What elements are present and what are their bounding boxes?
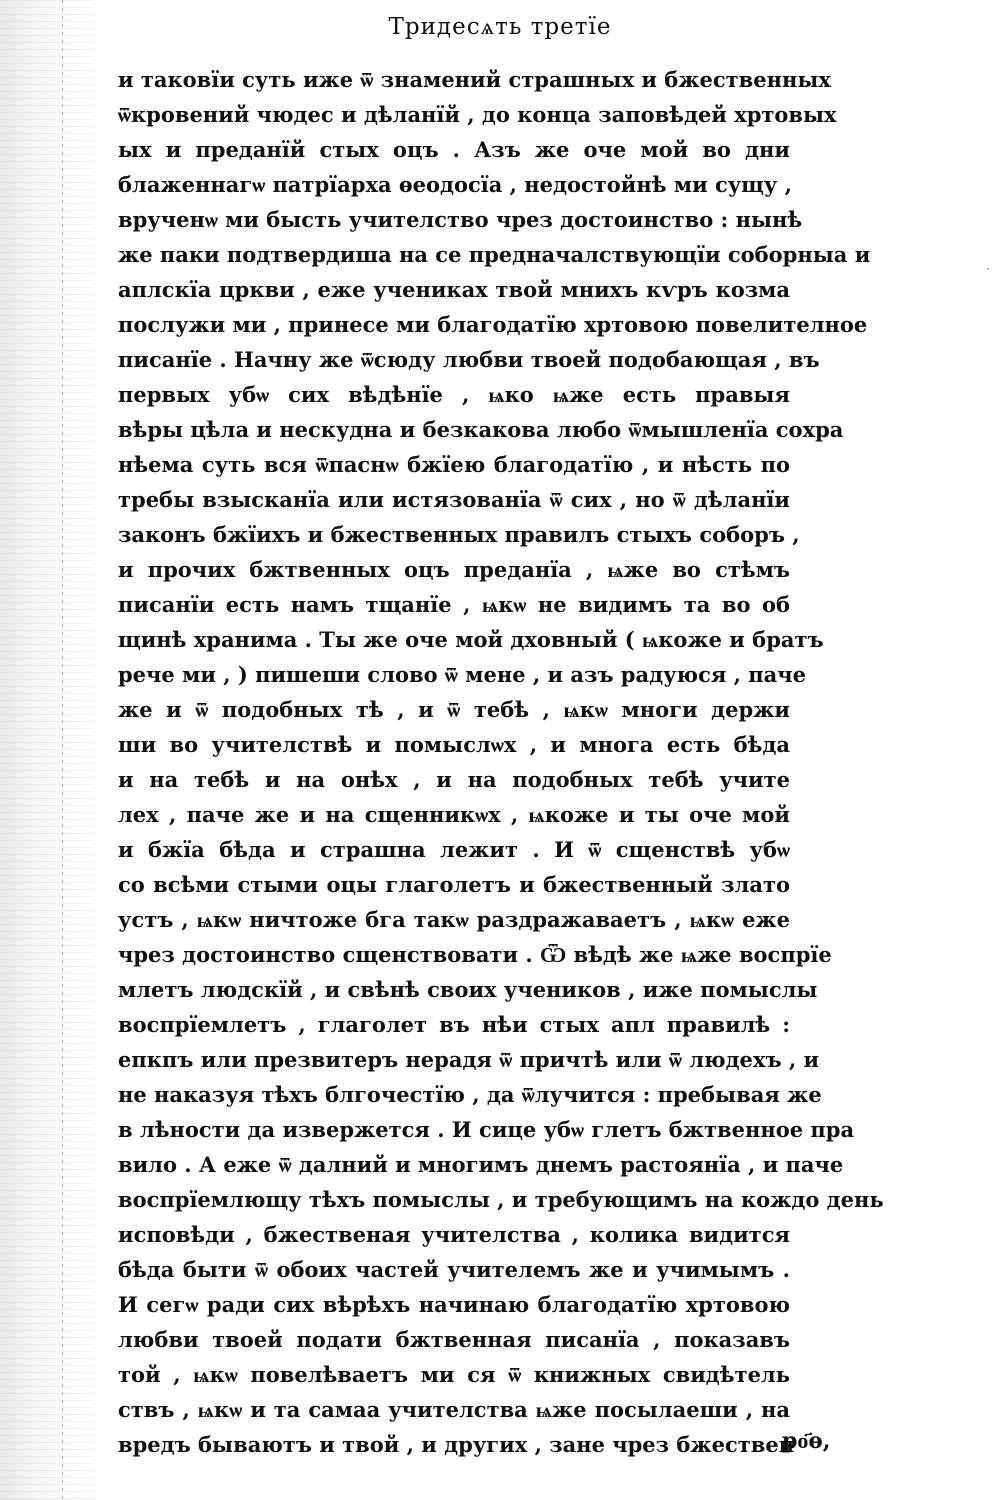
- gutter-line: [62, 0, 63, 1500]
- text-line: бѣда быти ѿ обоих частей учителемъ же и учимымъ .: [118, 1257, 790, 1282]
- page-number: ро҃ѳ,: [782, 1428, 831, 1454]
- text-line: ши во учителствѣ и помыслѡх , и многа есть бѣда: [118, 732, 790, 757]
- scan-edge: [0, 0, 95, 1500]
- text-line: той , ѩкѡ повелѣваетъ ми ся ѿ книжных свидѣтель: [118, 1362, 790, 1387]
- text-line: щинѣ хранима . Ты же оче мой дховный ( ѩкоже и братъ: [118, 627, 824, 652]
- text-line: воспрїемлющу тѣхъ помыслы , и требующимъ на кождо день: [118, 1187, 884, 1212]
- text-line: же паки подтвердиша на се предначалствующїи соборныа и: [118, 242, 871, 267]
- text-line: и бжїа бѣда и страшна лежит . И ѿ сщенствѣ убѡ: [118, 837, 790, 862]
- text-line: первых убѡ сих вѣдѣнїе , ѩко ѩже есть правыя: [118, 382, 790, 407]
- text-line: исповѣди , бжественая учителства , колика видится: [118, 1222, 790, 1247]
- text-line: требы взысканїа или истязованїа ѿ сих , но ѿ дѣланїи: [118, 487, 790, 512]
- text-line: вредъ бываютъ и твой , и других , зане чрез бжествен: [118, 1432, 795, 1457]
- edge-mark: ·: [986, 262, 990, 276]
- text-line: вило . А еже ѿ далний и многимъ днемъ растоянїа , и паче: [118, 1152, 844, 1177]
- text-line: И сегѡ ради сих вѣрѣхъ начинаю благодатїю хртовою: [118, 1292, 790, 1317]
- text-line: писанїи есть намъ тщанїе , ѩкѡ не видимъ та во об: [118, 592, 790, 617]
- text-line: воспрїемлетъ , глаголет въ нѣи стых апл правилѣ :: [118, 1012, 790, 1037]
- text-line: и таковїи суть иже ѿ знамений страшных и бжественных: [118, 67, 831, 92]
- text-line: ѿкровений чюдес и дѣланїй , до конца заповѣдей хртовых: [118, 102, 837, 127]
- text-line: нѣема суть вся ѿпаснѡ бжїею благодатїю , и нѣсть по: [118, 452, 790, 477]
- text-line: же и ѿ подобных тѣ , и ѿ тебѣ , ѩкѡ многи держи: [118, 697, 790, 722]
- text-line: в лѣности да извержется . И сице убѡ глетъ бжтвенное пра: [118, 1117, 855, 1142]
- text-line: устъ , ѩкѡ ничтоже бга такѡ раздражаваетъ , ѩкѡ еже: [118, 907, 790, 932]
- text-line: послужи ми , принесе ми благодатїю хртовою повелителное: [118, 312, 868, 337]
- text-line: епкпъ или презвитеръ нерадя ѿ причтѣ или ѿ людехъ , и: [118, 1047, 820, 1072]
- text-line: и прочих бжтвенных оцъ преданїа , ѩже во стѣмъ: [118, 557, 790, 582]
- text-line: и на тебѣ и на онѣх , и на подобных тебѣ учите: [118, 767, 790, 792]
- text-line: ствъ , ѩкѡ и та самаа учителства ѩже посылаеши , на: [118, 1397, 790, 1422]
- text-line: врученѡ ми бысть учителство чрез достоинство : нынѣ: [118, 207, 803, 232]
- text-line: ых и преданїй стых оцъ . Азъ же оче мой во дни: [118, 137, 790, 162]
- text-line: любви твоей подати бжтвенная писанїа , показавъ: [118, 1327, 790, 1352]
- text-line: вѣры цѣла и нескудна и безкакова любо ѿмышленїа сохра: [118, 417, 844, 442]
- text-line: чрез достоинство сщенствовати . Ѿ вѣдѣ же ѩже воспрїе: [118, 942, 832, 967]
- text-line: рече ми , ) пишеши слово ѿ мене , и азъ радуюся , паче: [118, 662, 807, 687]
- text-line: писанїе . Начну же ѿсюду любви твоей подобающая , въ: [118, 347, 820, 372]
- text-line: млетъ людскїй , и свѣнѣ своих учеников , иже помыслы: [118, 977, 818, 1002]
- text-line: не наказуя тѣхъ блгочестїю , да ѿлучится : пребывая же: [118, 1082, 822, 1107]
- text-line: со всѣми стыми оцы глаголетъ и бжественный злато: [118, 872, 790, 897]
- text-line: лех , паче же и на сщенникѡх , ѩкоже и ты оче мой: [118, 802, 790, 827]
- page-header: Тридесѧть третїе: [388, 14, 612, 40]
- text-line: блаженнагѡ патрїарха ѳеодосїа , недостойнѣ ми сущу ,: [118, 172, 792, 197]
- text-line: законъ бжїихъ и бжественных правилъ стыхъ соборъ ,: [118, 522, 800, 547]
- text-line: аплскїа цркви , еже учениках твой мнихъ кѵръ козма: [118, 277, 790, 302]
